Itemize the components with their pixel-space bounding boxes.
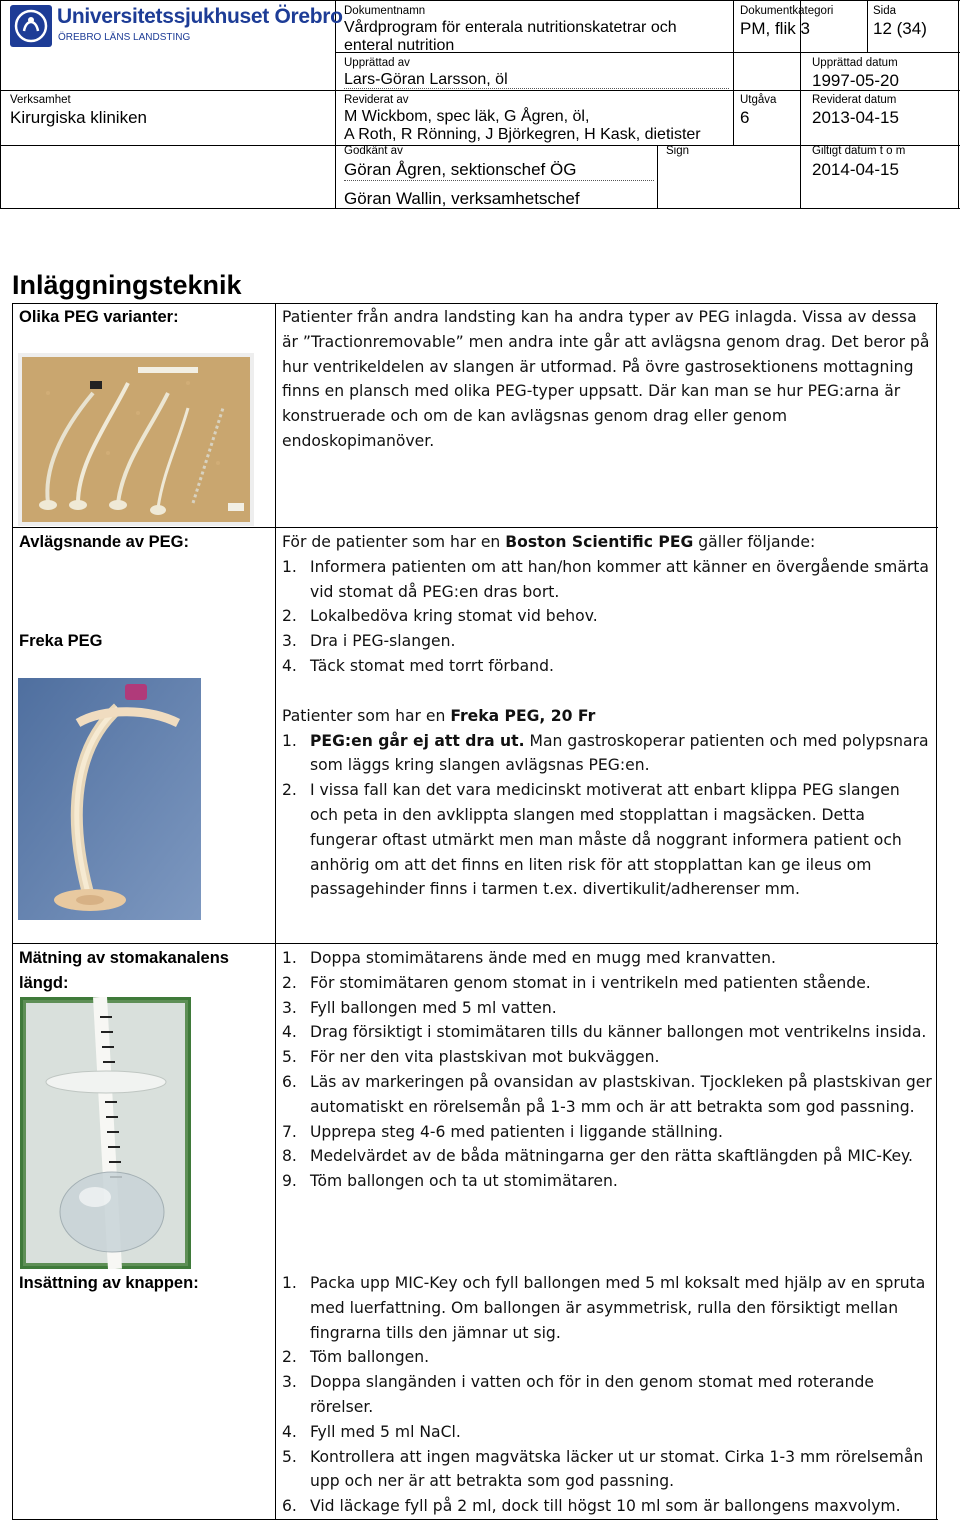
list-item: 5. För ner den vita plastskivan mot bukväggen.	[282, 1048, 660, 1067]
label-measurement: Mätning av stomakanalens längd:	[19, 949, 229, 992]
edition-label: Utgåva	[740, 94, 777, 106]
freka-peg-photo	[18, 678, 201, 920]
organisation-name: Universitetssjukhuset Örebro	[57, 5, 343, 28]
approved-by-line2: Göran Wallin, verksamhetschef	[344, 189, 580, 208]
list-item: 4. Täck stomat med torrt förband.	[282, 656, 554, 675]
list-item: 2. För stomimätaren genom stomat in i ventrikeln med patienten stående.	[282, 973, 871, 992]
text-measurement	[282, 946, 932, 1194]
list-item: 3. Fyll ballongen med 5 ml vatten.	[282, 998, 557, 1017]
doc-name-line2: enteral nutrition	[344, 37, 455, 54]
doc-name-line1: Vårdprogram för enterala nutritionskatetrar och	[344, 19, 677, 36]
approved-by-line1: Göran Ågren, sektionschef ÖG	[344, 160, 577, 179]
revised-by-line2: A Roth, R Rönning, J Björkegren, H Kask, dietister	[344, 126, 701, 143]
list-item: 4. Fyll med 5 ml NaCl.	[282, 1422, 461, 1441]
content-table	[12, 303, 938, 1520]
edition-value: 6	[740, 108, 750, 127]
revised-date-label: Reviderat datum	[812, 94, 897, 106]
removal-steps	[282, 555, 932, 679]
list-item: 6. Läs av markeringen på ovansidan av plastskivan. Tjockleken på plastskivan ger automatiskt en rörelsemån på 1-3 mm och är att betrakta som god passning.	[282, 1072, 932, 1116]
category-label: Dokumentkategori	[740, 5, 834, 17]
list-item: 9. Töm ballongen och ta ut stomimätaren.	[282, 1172, 618, 1191]
removal-intro: För de patienter som har en Boston Scientific PEG gäller följande:	[282, 533, 816, 551]
approved-by-label: Godkänt av	[344, 145, 403, 157]
list-item: 2. I vissa fall kan det vara medicinskt motiverat att enbart klippa PEG slangen och peta in den avklippta slangen med stopplattan i magsäcken. Detta fungerar oftast utmärkt men man måste då noggrant informera patient och anhörig om att det finns en liten risk för att stopplattan kan ge ileus om passagehinder finns i tarmen t.ex. divertikulit/adherenser mm.	[282, 781, 902, 899]
label-freka-peg: Freka PEG	[19, 632, 103, 650]
category-value: PM, flik 3	[740, 19, 810, 38]
created-date-value: 1997-05-20	[812, 71, 899, 90]
unit-value: Kirurgiska kliniken	[10, 108, 147, 127]
created-by-value: Lars-Göran Larsson, öl	[344, 71, 508, 88]
doc-name-label: Dokumentnamn	[344, 5, 426, 17]
list-item: 1. Informera patienten om att han/hon kommer att känner en övergående smärta vid stomat då PEG:en dras bort.	[282, 557, 929, 601]
measurement-steps	[282, 946, 932, 1194]
list-item: 3. Dra i PEG-slangen.	[282, 632, 456, 651]
stoma-gauge-photo	[20, 997, 191, 1269]
text-removal	[282, 530, 932, 902]
list-item: 5. Kontrollera att ingen magvätska läcker ut ur stomat. Cirka 1-3 mm rörelsemån upp och ner är att betrakta som god passning.	[282, 1447, 924, 1491]
list-item: 8. Medelvärdet av de båda mätningarna ger den rätta skaftlängden på MIC-Key.	[282, 1147, 914, 1166]
revised-by-line1: M Wickbom, spec läk, G Ågren, öl,	[344, 108, 590, 125]
label-insertion: Insättning av knappen:	[19, 1274, 199, 1292]
list-item: 2. Töm ballongen.	[282, 1348, 430, 1367]
freka-intro: Patienter som har en Freka PEG, 20 Fr	[282, 706, 596, 725]
hospital-logo	[10, 5, 52, 47]
valid-until-label: Giltigt datum t o m	[812, 145, 906, 157]
label-removal: Avlägsnande av PEG:	[19, 533, 189, 551]
boston-scientific-term: Boston Scientific PEG	[505, 533, 694, 551]
text-insertion	[282, 1271, 932, 1519]
list-item: 1. Packa upp MIC-Key och fyll ballongen med 5 ml koksalt med hjälp av en spruta med luerfattning. Om ballongen är asymmetrisk, rulla den försiktigt mellan fingrarna tills den jämnar ut sig.	[282, 1274, 926, 1342]
list-item: 4. Drag försiktigt i stomimätaren tills du känner ballongen mot ventrikelns insida.	[282, 1023, 927, 1042]
revised-by-label: Reviderat av	[344, 94, 409, 106]
section-title: Inläggningsteknik	[12, 270, 242, 300]
created-date-label: Upprättad datum	[812, 57, 898, 69]
list-item: 6. Vid läckage fyll på 2 ml, dock till högst 10 ml som är ballongens maxvolym.	[282, 1497, 901, 1516]
page-number: 12 (34)	[873, 19, 927, 38]
text-peg-variants: Patienter från andra landsting kan ha andra typer av PEG inlagda. Vissa av dessa är ”Tractionremovable” men andra inte går att avlägsna genom drag. Det beror på hur ventrikeldelen av slangen är utformad. På övre gastrosektionens mottagning finns en plansch med olika PEG-typer uppsatt. Där kan man se hur PEG:arna är konstruerade och om de kan avlägsnas genom drag eller genom endoskopimanöver.	[282, 308, 930, 450]
organisation-subtitle: ÖREBRO LÄNS LANDSTING	[58, 32, 191, 43]
insertion-steps	[282, 1271, 932, 1519]
sign-label: Sign	[666, 145, 690, 157]
freka-peg-term: Freka PEG, 20 Fr	[450, 706, 596, 725]
list-item: 2. Lokalbedöva kring stomat vid behov.	[282, 607, 598, 626]
label-peg-variants: Olika PEG varianter:	[19, 308, 179, 326]
list-item: 1. Doppa stomimätarens ände med en mugg med kranvatten.	[282, 949, 776, 967]
created-by-label: Upprättad av	[344, 57, 410, 69]
peg-variants-photo	[18, 353, 254, 526]
unit-label: Verksamhet	[10, 94, 71, 106]
freka-steps	[282, 729, 932, 903]
page-label: Sida	[873, 5, 897, 17]
revised-date-value: 2013-04-15	[812, 108, 899, 127]
valid-until-value: 2014-04-15	[812, 160, 899, 179]
list-item: 7. Upprepa steg 4-6 med patienten i liggande ställning.	[282, 1122, 724, 1141]
document-header	[0, 0, 960, 210]
list-item: 3. Doppa slangänden i vatten och för in den genom stomat med roterande rörelser.	[282, 1373, 874, 1416]
list-item: 1. PEG:en går ej att dra ut. Man gastroskoperar patienten och med polypsnara som läggs kring slangen avlägsnas PEG:en.	[282, 731, 929, 775]
